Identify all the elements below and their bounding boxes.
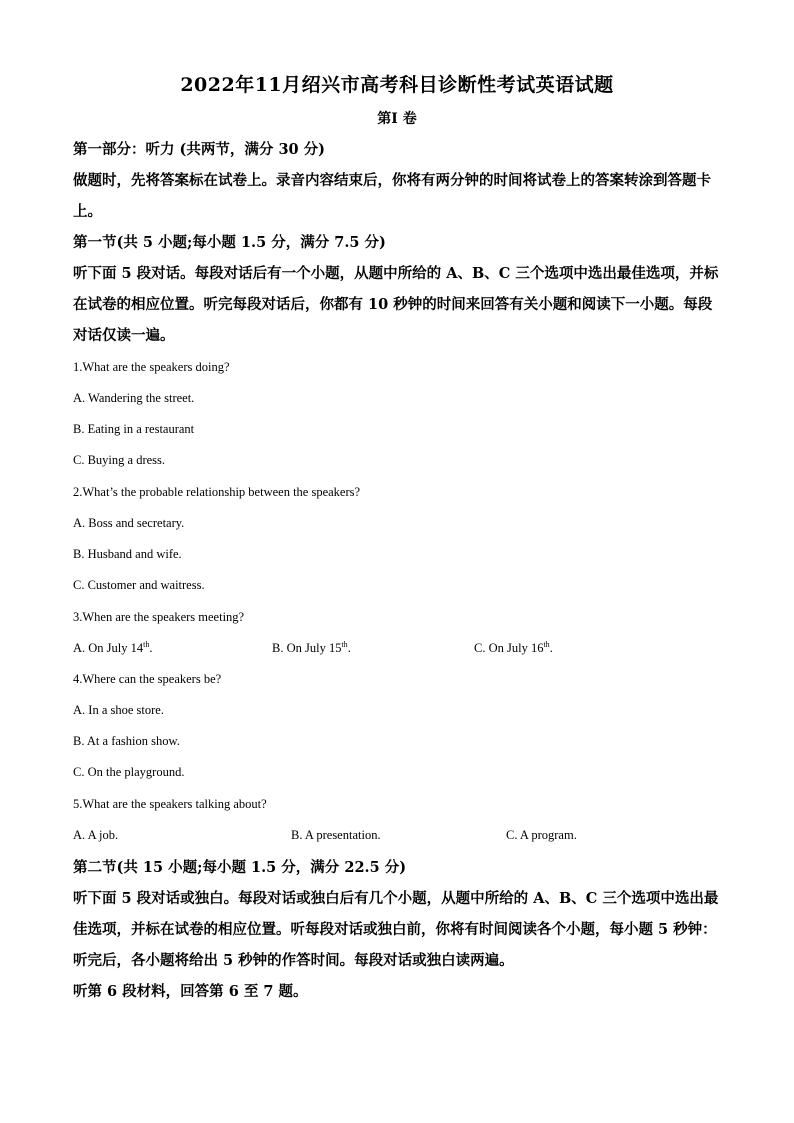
question-4-option-a: A. In a shoe store.: [73, 703, 164, 717]
section2-instructions: 听下面 5 段对话或独白。每段对话或独白后有几个小题，从题中所给的 A、B、C 三个选项中选出最佳选项，并标在试卷的相应位置。听每段对话或独白前，你将有时间阅读各个小题，每小题 5 秒钟：听完后，各小题将给出 5 秒钟的作答时间。每段对话或独白读两遍。: [73, 890, 719, 969]
question-3-option-b: B. On July 15th.: [272, 639, 351, 655]
section1-instructions: 听下面 5 段对话。每段对话后有一个小题，从题中所给的 A、B、C 三个选项中选出最佳选项，并标在试卷的相应位置。听完每段对话后，你都有 10 秒钟的时间来回答有关小题和阅读下一小题。每段对话仅读一遍。: [73, 265, 719, 344]
page-title: 2022年11月绍兴市高考科目诊断性考试英语试题: [180, 74, 614, 96]
question-4-option-b: B. At a fashion show.: [73, 734, 180, 748]
part1-instructions: 做题时，先将答案标在试卷上。录音内容结束后，你将有两分钟的时间将试卷上的答案转涂到答题卡上。: [73, 172, 711, 220]
section1-heading: 第一节(共 5 小题;每小题 1.5 分，满分 7.5 分): [73, 234, 386, 251]
question-5-option-b: B. A presentation.: [291, 828, 381, 842]
question-2-stem: 2.What’s the probable relationship between the speakers?: [73, 485, 361, 499]
question-2-option-b: B. Husband and wife.: [73, 547, 182, 561]
question-1-stem: 1.What are the speakers doing?: [73, 360, 230, 374]
question-3-option-c: C. On July 16th.: [474, 639, 553, 655]
question-2-option-a: A. Boss and secretary.: [73, 516, 185, 530]
question-5-option-c: C. A program.: [506, 828, 577, 842]
question-2-option-c: C. Customer and waitress.: [73, 578, 205, 592]
question-1-option-a: A. Wandering the street.: [73, 391, 195, 405]
question-5-option-a: A. A job.: [73, 828, 119, 842]
question-1-option-c: C. Buying a dress.: [73, 453, 166, 467]
question-4-option-c: C. On the playground.: [73, 765, 185, 779]
section2-sub-instructions: 听第 6 段材料，回答第 6 至 7 题。: [73, 983, 308, 1000]
question-1-option-b: B. Eating in a restaurant: [73, 422, 195, 436]
section2-heading: 第二节(共 15 小题;每小题 1.5 分，满分 22.5 分): [73, 859, 407, 876]
question-3-stem: 3.When are the speakers meeting?: [73, 610, 245, 624]
question-5-stem: 5.What are the speakers talking about?: [73, 797, 267, 811]
question-4-stem: 4.Where can the speakers be?: [73, 672, 222, 686]
volume-label: 第I 卷: [377, 111, 417, 127]
question-3-option-a: A. On July 14th.: [73, 639, 153, 655]
part1-heading: 第一部分：听力 (共两节，满分 30 分): [73, 141, 326, 158]
